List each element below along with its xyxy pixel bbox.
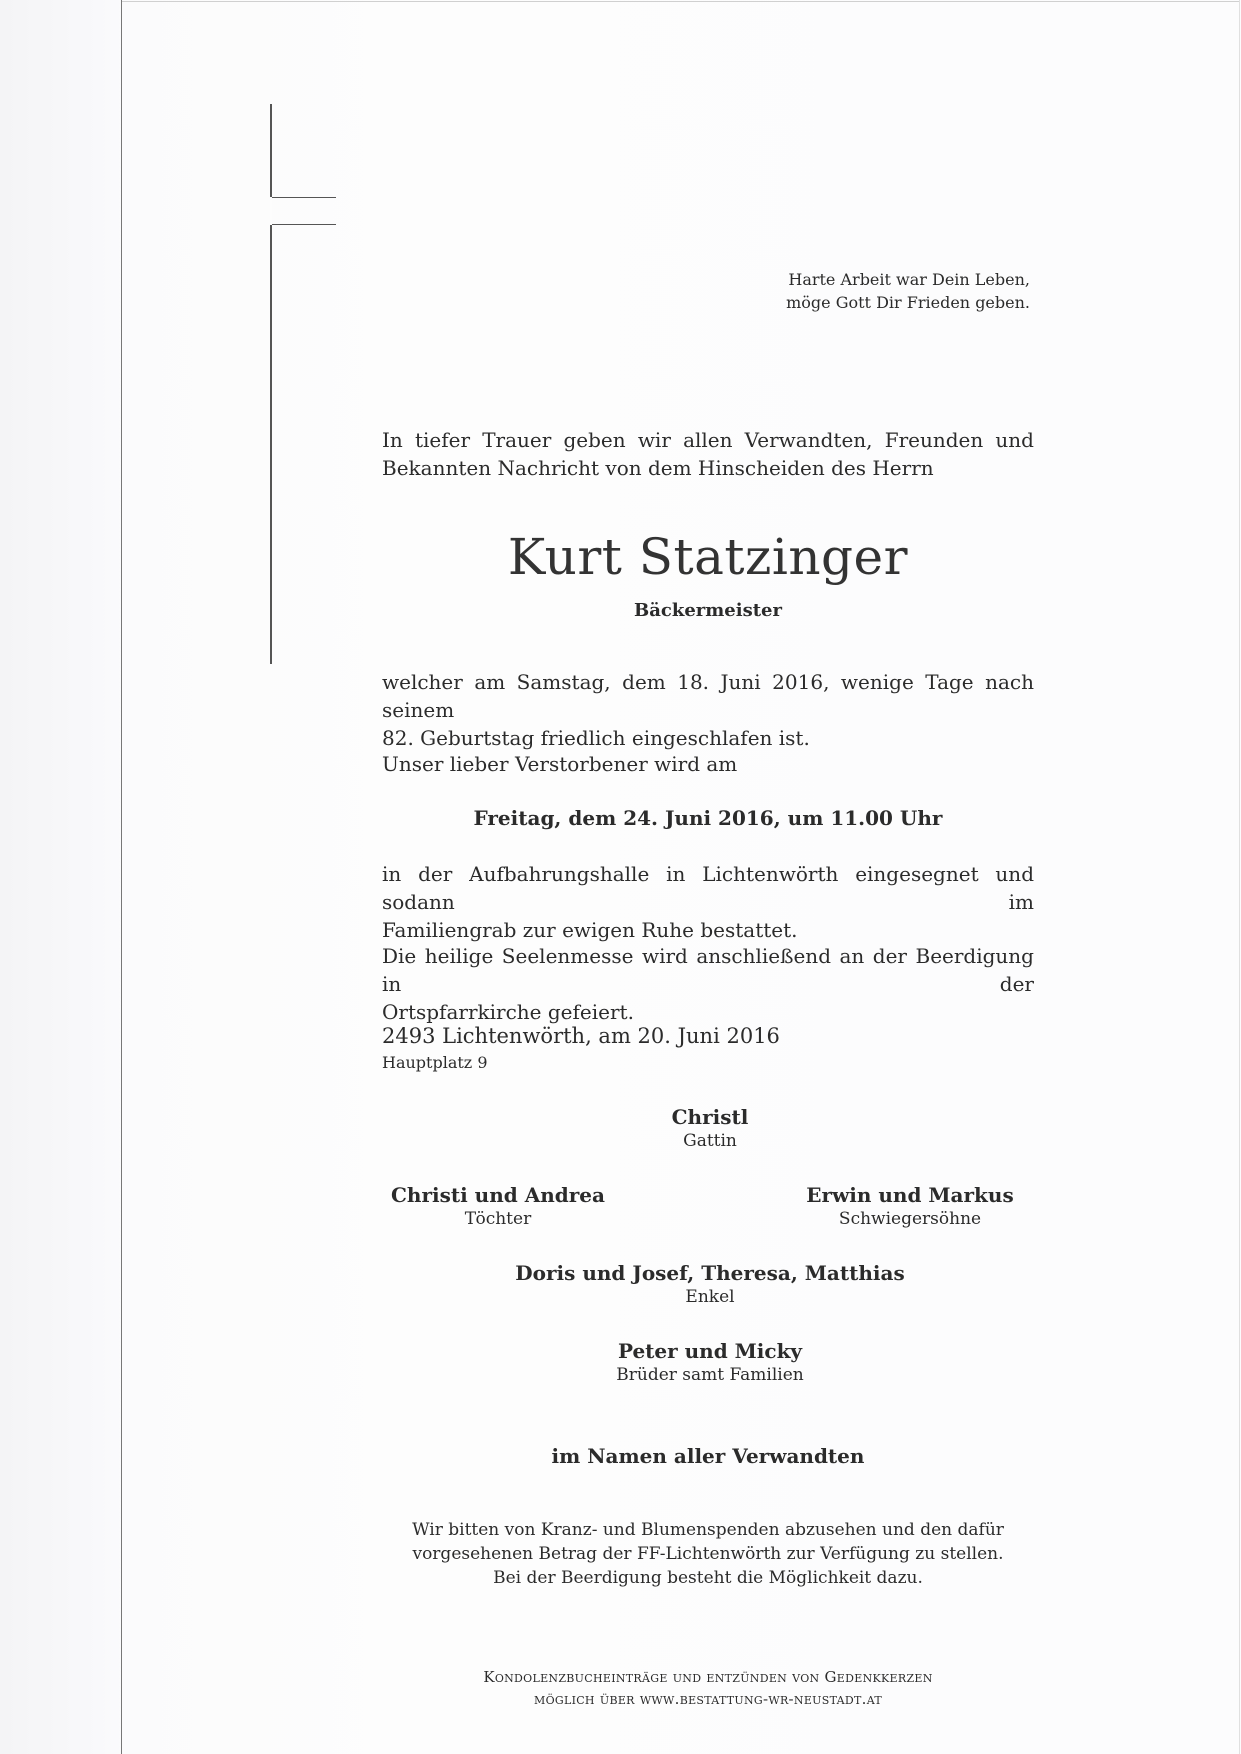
relative-brothers [560, 1338, 860, 1386]
condolence-footer [382, 1666, 1034, 1710]
motto-line-1: Harte Arbeit war Dein Leben, [788, 270, 1030, 289]
relative-wife [560, 1104, 860, 1152]
mass-line-1: Die heilige Seelenmesse wird anschließend an der Beerdigung in der [382, 944, 1034, 996]
intro-line-2: Bekannten Nachricht von dem Hinscheiden des Herrn [382, 456, 934, 480]
right-border-line [1239, 0, 1240, 1754]
mass-line-2: Ortspfarrkirche gefeiert. [382, 1000, 634, 1024]
left-border-line [121, 0, 122, 1754]
relative-role: Gattin [683, 1131, 737, 1151]
request-line-3: Bei der Beerdigung besteht die Möglichkeit dazu. [493, 1568, 923, 1588]
funeral-intro: Unser lieber Verstorbener wird am [382, 752, 738, 776]
relative-role: Enkel [685, 1287, 735, 1307]
death-notice-line-1: welcher am Samstag, dem 18. Juni 2016, wenige Tage nach seinem [382, 670, 1034, 722]
motto-line-2: möge Gott Dir Frieden geben. [786, 293, 1030, 312]
relative-sons-in-law [760, 1182, 1060, 1230]
relative-name: Doris und Josef, Theresa, Matthias [515, 1261, 905, 1285]
footer-line-1: Kondolenzbucheinträge und entzünden von Gedenkkerzen [483, 1668, 933, 1686]
intro-text [382, 426, 1034, 482]
top-border-line [122, 1, 1239, 2]
donation-request [382, 1518, 1034, 1590]
relative-role: Schwiegersöhne [838, 1209, 982, 1229]
mass-notice [382, 942, 1034, 1026]
motto [720, 268, 1030, 314]
deceased-profession: Bäckermeister [634, 600, 782, 621]
location-date: 2493 Lichtenwörth, am 20. Juni 2016 [382, 1024, 780, 1048]
cross-vertical-bar [270, 104, 272, 664]
relative-name: Christi und Andrea [391, 1183, 605, 1207]
request-line-1: Wir bitten von Kranz- und Blumenspenden abzusehen und den dafür [412, 1520, 1004, 1540]
funeral-place-line-2: Familiengrab zur ewigen Ruhe bestattet. [382, 918, 798, 942]
cross-gap-vertical [270, 197, 272, 225]
footer-line-2: möglich über www.bestattung-wr-neustadt.at [534, 1690, 882, 1708]
relative-role: Töchter [464, 1209, 532, 1229]
deceased-name: Kurt Statzinger [507, 528, 909, 586]
on-behalf-note: im Namen aller Verwandten [551, 1444, 865, 1468]
relative-name: Erwin und Markus [806, 1183, 1014, 1207]
funeral-place-line-1: in der Aufbahrungshalle in Lichtenwörth eingesegnet und sodann im [382, 862, 1034, 914]
cross-bar-top [272, 197, 336, 198]
cross-bar-bottom [272, 224, 336, 225]
relative-name: Christl [671, 1105, 749, 1129]
relative-grandchildren [460, 1260, 960, 1308]
relative-daughters [348, 1182, 648, 1230]
address: Hauptplatz 9 [382, 1053, 488, 1072]
death-notice [382, 668, 1034, 752]
intro-line-1: In tiefer Trauer geben wir allen Verwandten, Freunden und [382, 428, 1034, 452]
death-notice-line-2: 82. Geburtstag friedlich eingeschlafen ist. [382, 726, 810, 750]
funeral-place [382, 860, 1034, 944]
relative-role: Brüder samt Familien [616, 1365, 804, 1385]
funeral-date: Freitag, dem 24. Juni 2016, um 11.00 Uhr [473, 806, 943, 830]
request-line-2: vorgesehenen Betrag der FF-Lichtenwörth zur Verfügung zu stellen. [412, 1544, 1004, 1564]
relative-name: Peter und Micky [617, 1339, 803, 1363]
